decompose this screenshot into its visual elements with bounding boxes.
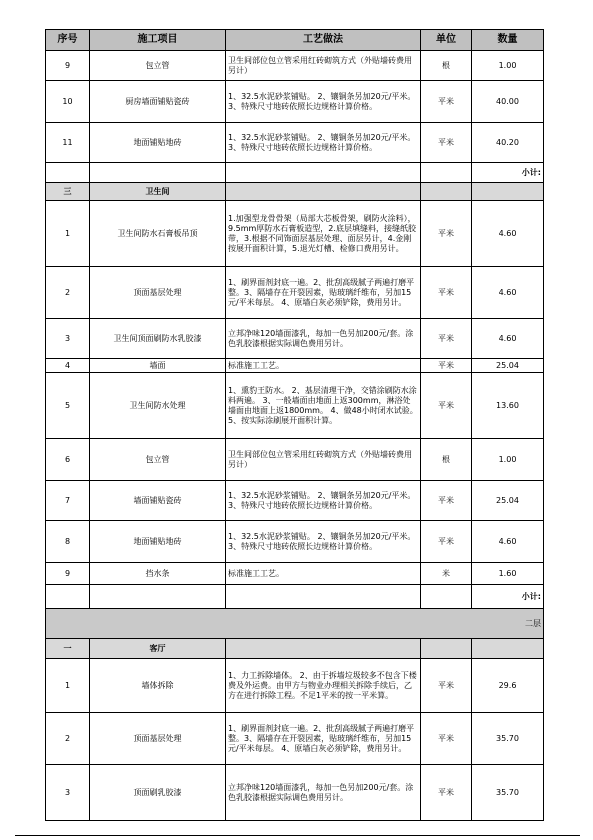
row-unit: 平米 xyxy=(421,81,472,123)
row-number: 4 xyxy=(46,359,90,373)
section-empty xyxy=(472,639,544,659)
row-item-name: 地面铺贴地砖 xyxy=(90,521,226,563)
row-number: 8 xyxy=(46,521,90,563)
row-quantity: 35.70 xyxy=(472,765,544,821)
row-method: 1、刷界面剂封底一遍。2、批刮高级腻子两遍打磨平整。3、隔墙存在开裂因素，贴玻璃纤维布，另加15元/平米每层。 4、原墙白灰必须铲除，费用另计。 xyxy=(226,267,421,319)
table-row xyxy=(46,765,544,821)
row-quantity: 40.00 xyxy=(472,81,544,123)
row-method: 1、32.5水泥砂浆铺贴。 2、镶铜条另加20元/平米。3、特殊尺寸地砖依照长边规格计算价格。 xyxy=(226,81,421,123)
row-method: 1、32.5水泥砂浆铺贴。 2、镶铜条另加20元/平米。3、特殊尺寸地砖依照长边规格计算价格。 xyxy=(226,521,421,563)
section-row xyxy=(46,639,544,659)
row-unit: 平米 xyxy=(421,359,472,373)
row-unit: 根 xyxy=(421,439,472,481)
table-row xyxy=(46,481,544,521)
row-method: 1、刷界面剂封底一遍。2、批刮高级腻子两遍打磨平整。3、隔墙存在开裂因素，贴玻璃纤维布，另加15元/平米每层。 4、原墙白灰必须铲除，费用另计。 xyxy=(226,713,421,765)
row-item-name: 墙面铺贴瓷砖 xyxy=(90,481,226,521)
subtotal-empty xyxy=(226,585,421,609)
row-unit: 平米 xyxy=(421,521,472,563)
row-number: 3 xyxy=(46,319,90,359)
floor-header-row xyxy=(46,609,544,639)
row-unit: 根 xyxy=(421,51,472,81)
row-item-name: 包立管 xyxy=(90,51,226,81)
row-method: 1、32.5水泥砂浆铺贴。 2、镶铜条另加20元/平米。3、特殊尺寸地砖依照长边规格计算价格。 xyxy=(226,123,421,163)
table-row xyxy=(46,267,544,319)
row-method: 立邦净味120墙面漆乳，每加一色另加200元/套。涂色乳胶漆根据实际调色费用另计。 xyxy=(226,765,421,821)
row-unit: 平米 xyxy=(421,267,472,319)
row-unit: 平米 xyxy=(421,765,472,821)
row-method: 卫生间部位包立管采用红砖砌筑方式（外贴墙砖费用另计） xyxy=(226,439,421,481)
row-item-name: 包立管 xyxy=(90,439,226,481)
row-unit: 平米 xyxy=(421,659,472,713)
row-item-name: 卫生间防水处理 xyxy=(90,373,226,439)
header-unit: 单位 xyxy=(421,30,472,51)
row-number: 3 xyxy=(46,765,90,821)
table-body xyxy=(46,51,544,821)
section-empty xyxy=(226,183,421,201)
subtotal-empty xyxy=(90,163,226,183)
table-row xyxy=(46,123,544,163)
quotation-table xyxy=(45,29,544,821)
row-item-name: 卫生间防水石膏板吊顶 xyxy=(90,201,226,267)
header-item: 施工项目 xyxy=(90,30,226,51)
subtotal-empty xyxy=(421,585,472,609)
row-quantity: 25.04 xyxy=(472,359,544,373)
row-quantity: 25.04 xyxy=(472,481,544,521)
row-unit: 平米 xyxy=(421,481,472,521)
page-bottom-rule xyxy=(15,835,580,836)
subtotal-label: 小计: xyxy=(472,585,544,609)
subtotal-label: 小计: xyxy=(472,163,544,183)
row-quantity: 4.60 xyxy=(472,267,544,319)
subtotal-empty xyxy=(90,585,226,609)
header-qty: 数量 xyxy=(472,30,544,51)
row-method: 1、力工拆除墙体。 2、由于拆墙垃圾较多不包含下楼费及外运费。由甲方与物业办理相关拆除手续后，乙方在进行拆除工程。不足1平米的按一平米算。 xyxy=(226,659,421,713)
row-unit: 米 xyxy=(421,563,472,585)
row-item-name: 地面铺贴地砖 xyxy=(90,123,226,163)
row-unit: 平米 xyxy=(421,713,472,765)
subtotal-empty xyxy=(421,163,472,183)
row-unit: 平米 xyxy=(421,373,472,439)
header-no: 序号 xyxy=(46,30,90,51)
table-row xyxy=(46,439,544,481)
row-method: 标准施工工艺。 xyxy=(226,359,421,373)
subtotal-empty xyxy=(226,163,421,183)
row-item-name: 厨房墙面铺贴瓷砖 xyxy=(90,81,226,123)
row-quantity: 4.60 xyxy=(472,201,544,267)
row-item-name: 顶面刷乳胶漆 xyxy=(90,765,226,821)
row-number: 11 xyxy=(46,123,90,163)
section-empty xyxy=(421,183,472,201)
table-row xyxy=(46,563,544,585)
subtotal-empty xyxy=(46,585,90,609)
table-row xyxy=(46,201,544,267)
row-number: 1 xyxy=(46,201,90,267)
section-title: 客厅 xyxy=(90,639,226,659)
section-number: 一 xyxy=(46,639,90,659)
row-item-name: 挡水条 xyxy=(90,563,226,585)
row-method: 1.加强型龙骨骨架（局部大芯板骨架，刷防火涂料），9.5mm厚防水石膏板造型，2.底层填缝料，接缝纸胶带，3.根据不同饰面层基层处理、面层另计，4.金刚按展开面积计算，5.退光灯槽、检修口费用另计。 xyxy=(226,201,421,267)
row-item-name: 顶面基层处理 xyxy=(90,713,226,765)
section-number: 三 xyxy=(46,183,90,201)
subtotal-empty xyxy=(46,163,90,183)
row-item-name: 顶面基层处理 xyxy=(90,267,226,319)
section-empty xyxy=(226,639,421,659)
row-number: 2 xyxy=(46,267,90,319)
row-number: 7 xyxy=(46,481,90,521)
row-unit: 平米 xyxy=(421,319,472,359)
table-row xyxy=(46,373,544,439)
table-row xyxy=(46,359,544,373)
floor-title: 二层 xyxy=(46,609,544,639)
table-row xyxy=(46,51,544,81)
row-method: 标准施工工艺。 xyxy=(226,563,421,585)
subtotal-row xyxy=(46,163,544,183)
row-quantity: 40.20 xyxy=(472,123,544,163)
row-number: 10 xyxy=(46,81,90,123)
row-number: 1 xyxy=(46,659,90,713)
row-number: 6 xyxy=(46,439,90,481)
row-unit: 平米 xyxy=(421,123,472,163)
section-empty xyxy=(472,183,544,201)
row-method: 立邦净味120墙面漆乳，每加一色另加200元/套。涂色乳胶漆根据实际调色费用另计。 xyxy=(226,319,421,359)
row-quantity: 13.60 xyxy=(472,373,544,439)
subtotal-row xyxy=(46,585,544,609)
row-quantity: 29.6 xyxy=(472,659,544,713)
section-empty xyxy=(421,639,472,659)
table-row xyxy=(46,521,544,563)
table-row xyxy=(46,713,544,765)
row-item-name: 卫生间顶面刷防水乳胶漆 xyxy=(90,319,226,359)
row-quantity: 4.60 xyxy=(472,521,544,563)
row-number: 5 xyxy=(46,373,90,439)
row-quantity: 4.60 xyxy=(472,319,544,359)
row-quantity: 1.60 xyxy=(472,563,544,585)
row-method: 1、熏豹王防水。 2、基层清理干净，交错涂刷防水涂料两遍。 3、一般墙面由地面上返300mm，淋浴处墙面由地面上返1800mm。 4、做48小时闭水试验。 5、按实际涂刷展开面积计算。 xyxy=(226,373,421,439)
row-method: 1、32.5水泥砂浆铺贴。 2、镶铜条另加20元/平米。3、特殊尺寸地砖依照长边规格计算价格。 xyxy=(226,481,421,521)
row-quantity: 1.00 xyxy=(472,51,544,81)
table-row xyxy=(46,319,544,359)
row-unit: 平米 xyxy=(421,201,472,267)
row-item-name: 墙面 xyxy=(90,359,226,373)
row-quantity: 1.00 xyxy=(472,439,544,481)
table-row xyxy=(46,659,544,713)
row-method: 卫生间部位包立管采用红砖砌筑方式（外贴墙砖费用另计） xyxy=(226,51,421,81)
row-number: 2 xyxy=(46,713,90,765)
table-row xyxy=(46,81,544,123)
row-number: 9 xyxy=(46,563,90,585)
row-quantity: 35.70 xyxy=(472,713,544,765)
row-item-name: 墙体拆除 xyxy=(90,659,226,713)
section-row xyxy=(46,183,544,201)
row-number: 9 xyxy=(46,51,90,81)
header-row xyxy=(46,30,544,51)
header-method: 工艺做法 xyxy=(226,30,421,51)
section-title: 卫生间 xyxy=(90,183,226,201)
